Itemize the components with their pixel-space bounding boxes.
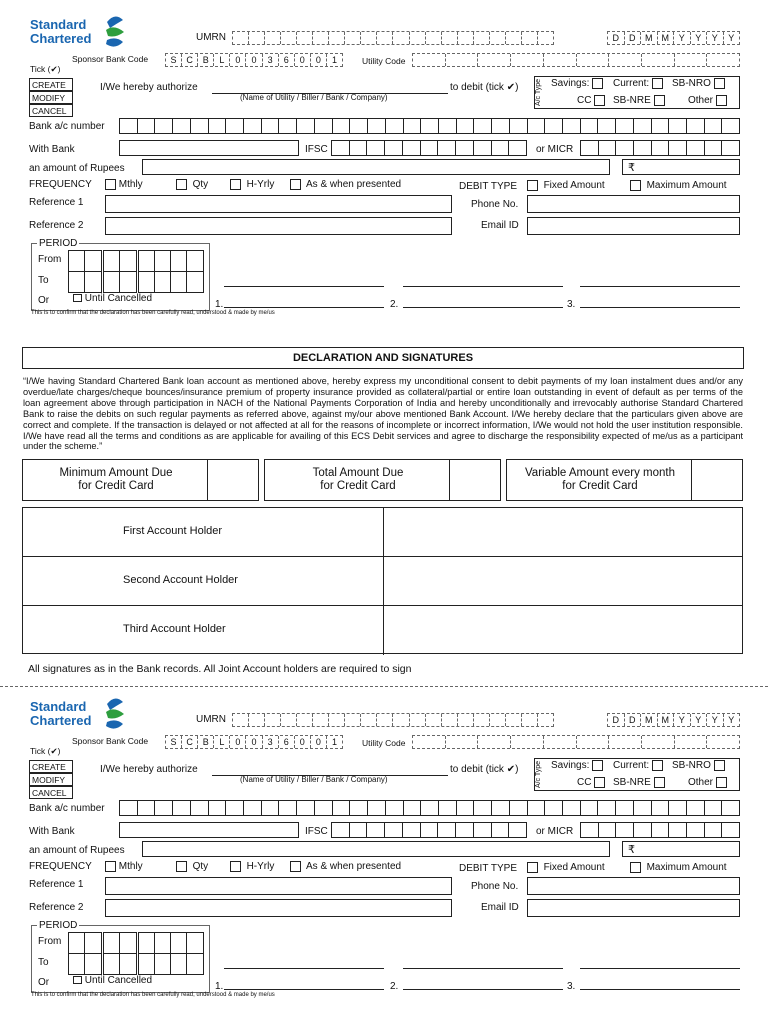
sbnro-label: SB-NRO [672,760,711,772]
ac-type-label: A/c Type [535,78,543,107]
signature-note: All signatures as in the Bank records. All Joint Account holders are required to sign [28,663,412,675]
freq-quarterly-checkbox[interactable] [176,179,187,190]
to-label: To [38,275,49,286]
period-box [31,238,210,311]
cc-option[interactable] [577,95,605,106]
mandate-form-bottom [0,682,768,1004]
logo-line2: Chartered [30,31,92,46]
frequency-label: FREQUENCY [29,179,92,190]
debit-fixed[interactable] [527,862,605,873]
signature-line-3[interactable] [580,989,740,990]
signature-line-1[interactable] [224,307,384,308]
micr-label: or MICR [536,144,574,155]
current-label: Current: [613,78,650,90]
name-line-1[interactable] [224,968,384,969]
reference2-input[interactable] [105,899,452,917]
from-label: From [38,254,62,265]
sbnre-option[interactable] [613,95,665,106]
freq-as-presented-label: As & when presented [306,861,402,873]
from-year-input[interactable] [138,250,204,272]
reference2-label: Reference 2 [29,220,84,231]
variable-amount-line2: for Credit Card [562,480,638,492]
logo-line1: Standard [30,17,87,32]
debit-fixed[interactable] [527,180,605,191]
date-input[interactable] [607,31,740,45]
umrn-label: UMRN [196,714,226,725]
holder-row [23,557,742,606]
sbnro-option[interactable] [672,78,725,89]
sponsor-char: C [182,736,198,748]
email-input[interactable] [527,899,740,917]
sponsor-bank-code [165,53,343,67]
rupee-symbol: ₹ [628,844,635,856]
signature-label-3: 3. [567,981,576,992]
other-checkbox[interactable] [716,777,727,788]
utility-code-input[interactable] [412,53,740,67]
umrn-input[interactable] [232,31,554,45]
other-label: Other [688,95,714,107]
sponsor-char: S [166,54,182,66]
date-char: Y [691,32,708,44]
logo-line1: Standard [30,699,87,714]
sponsor-char: 6 [279,736,295,748]
debit-maximum-checkbox[interactable] [630,862,641,873]
reference2-input[interactable] [105,217,452,235]
sponsor-char: 3 [263,54,279,66]
cc-option[interactable] [577,777,605,788]
variable-amount-line1: Variable Amount every month [524,467,675,479]
tick-label: Tick (✔) [30,746,61,756]
signature-label-2: 2. [390,299,399,310]
tick-label: Tick (✔) [30,64,61,74]
bank-ac-label: Bank a/c number [29,803,105,814]
other-checkbox[interactable] [716,95,727,106]
current-checkbox[interactable] [652,760,663,771]
amount-figures-input[interactable] [622,841,740,857]
cc-label: CC [577,777,592,789]
current-option[interactable] [613,78,663,89]
micr-input[interactable] [580,140,740,156]
cc-checkbox[interactable] [594,95,605,106]
savings-option[interactable] [551,78,603,89]
with-bank-label: With Bank [29,826,75,837]
to-debit-label: to debit (tick ✔) [450,82,519,93]
or-label: Or [38,977,50,988]
min-amount-card[interactable] [22,459,259,501]
savings-label: Savings: [551,78,590,90]
debit-maximum-label: Maximum Amount [646,862,727,874]
ifsc-input[interactable] [331,822,527,838]
sponsor-char: 0 [246,54,262,66]
bank-name-input[interactable] [119,140,299,156]
phone-input[interactable] [527,877,740,895]
debit-fixed-checkbox[interactable] [527,180,538,191]
utility-code-label: Utility Code [362,738,406,748]
debit-type-label: DEBIT TYPE [459,863,517,874]
savings-checkbox[interactable] [592,78,603,89]
authorize-label: I/We hereby authorize [100,764,198,775]
ac-type-label: A/c Type [535,760,543,789]
name-line-3[interactable] [580,286,740,287]
holder-row [23,606,742,655]
sbnro-checkbox[interactable] [714,760,725,771]
email-input[interactable] [527,217,740,235]
debit-fixed-checkbox[interactable] [527,862,538,873]
reference1-input[interactable] [105,877,452,895]
amount-label: an amount of Rupees [29,845,125,856]
date-char: Y [707,714,724,726]
freq-monthly-label: Mthly [118,179,143,191]
freq-as-presented-checkbox[interactable] [290,179,301,190]
until-cancelled-checkbox[interactable] [73,976,82,984]
cancel-option[interactable]: CANCEL [29,104,73,117]
min-amount-checkbox[interactable] [207,460,258,500]
confirm-note: This is to confirm that the declaration has been carefully read, understood & made by me/us [31,992,275,998]
ifsc-input[interactable] [331,140,527,156]
umrn-input[interactable] [232,713,554,727]
freq-monthly-label: Mthly [118,861,143,873]
total-amount-line2: for Credit Card [320,480,396,492]
debit-maximum-label: Maximum Amount [646,180,727,192]
debit-maximum-checkbox[interactable] [630,180,641,191]
phone-input[interactable] [527,195,740,213]
amount-figures-input[interactable] [622,159,740,175]
bank-ac-label: Bank a/c number [29,121,105,132]
cc-checkbox[interactable] [594,777,605,788]
to-date-input[interactable] [68,271,102,293]
create-option[interactable]: CREATE [29,78,73,91]
from-month-input[interactable] [103,932,137,954]
min-amount-line2: for Credit Card [78,480,154,492]
second-holder-label: Second Account Holder [123,574,238,586]
bank-logo [30,700,91,728]
period-label: PERIOD [39,238,78,249]
logo-line2: Chartered [30,713,92,728]
other-option[interactable] [688,777,727,788]
sponsor-char: 0 [246,736,262,748]
sponsor-char: C [182,54,198,66]
sponsor-bank-code-label: Sponsor Bank Code [72,54,149,64]
amount-words-input[interactable] [142,159,610,175]
freq-quarterly-label: Qty [192,861,209,873]
freq-half-yearly[interactable] [230,861,274,872]
signature-line-2[interactable] [403,307,563,308]
utility-code-label: Utility Code [362,56,406,66]
date-char: Y [674,32,691,44]
total-amount-line1: Total Amount Due [312,467,404,479]
debit-maximum[interactable] [630,862,727,873]
savings-label: Savings: [551,760,590,772]
bank-ac-input[interactable] [119,800,740,816]
cc-label: CC [577,95,592,107]
sbnre-checkbox[interactable] [654,95,665,106]
bank-logo [30,18,91,46]
first-holder-signature[interactable] [383,508,742,556]
to-month-input[interactable] [103,953,137,975]
confirm-note: This is to confirm that the declaration has been carefully read, understood & made by me/us [31,310,275,316]
to-month-input[interactable] [103,271,137,293]
freq-as-presented-label: As & when presented [306,179,402,191]
debit-maximum[interactable] [630,180,727,191]
freq-as-presented-checkbox[interactable] [290,861,301,872]
utility-name-hint: (Name of Utility / Biller / Bank / Company) [240,775,388,784]
name-line-1[interactable] [224,286,384,287]
sponsor-char: B [198,736,214,748]
declaration-title: DECLARATION AND SIGNATURES [22,347,744,369]
total-amount-card[interactable] [264,459,501,501]
debit-fixed-label: Fixed Amount [543,180,605,192]
freq-quarterly-label: Qty [192,179,209,191]
sponsor-bank-code [165,735,343,749]
date-char: D [625,714,642,726]
logo-icon [102,696,128,730]
modify-option[interactable]: MODIFY [29,773,73,786]
date-char: M [658,714,675,726]
sponsor-char: S [166,736,182,748]
or-label: Or [38,295,50,306]
third-holder-signature[interactable] [383,606,742,655]
signature-label-1: 1. [215,299,224,310]
sbnro-label: SB-NRO [672,78,711,90]
date-input[interactable] [607,713,740,727]
holder-row [23,508,742,557]
to-debit-label: to debit (tick ✔) [450,764,519,775]
date-char: D [608,32,625,44]
sponsor-char: 0 [230,54,246,66]
umrn-label: UMRN [196,32,226,43]
freq-as-presented[interactable] [290,861,401,872]
freq-quarterly[interactable] [176,861,208,872]
total-amount-checkbox[interactable] [449,460,500,500]
current-option[interactable] [613,760,663,771]
period-label: PERIOD [39,920,78,931]
other-label: Other [688,777,714,789]
freq-as-presented[interactable] [290,179,401,190]
date-char: M [658,32,675,44]
variable-amount-card[interactable] [506,459,743,501]
sbnro-option[interactable] [672,760,725,771]
until-cancelled-label: Until Cancelled [84,293,153,304]
micr-label: or MICR [536,826,574,837]
name-line-3[interactable] [580,968,740,969]
sponsor-char: 0 [295,54,311,66]
sponsor-char: 0 [311,54,327,66]
current-checkbox[interactable] [652,78,663,89]
reference1-label: Reference 1 [29,197,84,208]
reference2-label: Reference 2 [29,902,84,913]
amount-label: an amount of Rupees [29,163,125,174]
freq-monthly[interactable] [105,861,143,872]
utility-code-input[interactable] [412,735,740,749]
reference1-input[interactable] [105,195,452,213]
mandate-form-top [0,0,768,322]
sponsor-char: 0 [295,736,311,748]
from-date-input[interactable] [68,250,102,272]
sponsor-char: B [198,54,214,66]
date-char: Y [674,714,691,726]
with-bank-label: With Bank [29,144,75,155]
frequency-label: FREQUENCY [29,861,92,872]
date-char: D [625,32,642,44]
until-cancelled-option[interactable] [73,975,152,986]
micr-input[interactable] [580,822,740,838]
sbnro-checkbox[interactable] [714,78,725,89]
second-holder-signature[interactable] [383,557,742,605]
until-cancelled-label: Until Cancelled [84,975,153,986]
freq-monthly[interactable] [105,179,143,190]
email-label: Email ID [481,902,519,913]
third-holder-label: Third Account Holder [123,623,226,635]
ifsc-label: IFSC [305,826,328,837]
sponsor-char: L [214,736,230,748]
date-char: M [641,714,658,726]
create-option[interactable]: CREATE [29,760,73,773]
bank-name-input[interactable] [119,822,299,838]
ifsc-label: IFSC [305,144,328,155]
debit-fixed-label: Fixed Amount [543,862,605,874]
authorize-label: I/We hereby authorize [100,82,198,93]
date-char: Y [691,714,708,726]
sponsor-char: 1 [331,737,337,747]
sponsor-char: 6 [279,54,295,66]
date-char: Y [707,32,724,44]
name-line-2[interactable] [403,286,563,287]
from-month-input[interactable] [103,250,137,272]
freq-half-yearly[interactable] [230,179,274,190]
sbnre-label: SB-NRE [613,777,651,789]
freq-quarterly-checkbox[interactable] [176,861,187,872]
until-cancelled-checkbox[interactable] [73,294,82,302]
name-line-2[interactable] [403,968,563,969]
freq-half-yearly-label: H-Yrly [246,179,275,191]
bank-ac-input[interactable] [119,118,740,134]
freq-half-yearly-label: H-Yrly [246,861,275,873]
date-char: D [608,714,625,726]
date-char: Y [728,33,735,43]
from-date-input[interactable] [68,932,102,954]
freq-quarterly[interactable] [176,179,208,190]
other-option[interactable] [688,95,727,106]
savings-checkbox[interactable] [592,760,603,771]
current-label: Current: [613,760,650,772]
sponsor-char: 0 [311,736,327,748]
variable-amount-checkbox[interactable] [691,460,742,500]
freq-half-yearly-checkbox[interactable] [230,179,241,190]
period-box [31,920,210,993]
sbnre-option[interactable] [613,777,665,788]
date-char: Y [728,715,735,725]
signature-line-1[interactable] [224,989,384,990]
cancel-option[interactable]: CANCEL [29,786,73,799]
from-year-input[interactable] [138,932,204,954]
sponsor-char: 1 [331,55,337,65]
phone-label: Phone No. [471,881,519,892]
utility-name-hint: (Name of Utility / Biller / Bank / Company) [240,93,388,102]
rupee-symbol: ₹ [628,162,635,174]
freq-monthly-checkbox[interactable] [105,861,116,872]
sponsor-char: L [214,54,230,66]
declaration-text: “I/We having Standard Chartered Bank loan account as mentioned above, hereby express my unconditional consent to debit payments of my loan instalment dues and/or any overdue/late charges/cheque bounces/insurance premium of property insurance provided as collateral/partial or entire loan outstanding in event of default as per terms of the loan agreement above through participation in NACH of the National Payments Corporation of India and hereby unconditionally and irrevocably authorise Standard Chartered Bank to raise the debits on such regular payments as referred above, against my/our above mentioned Bank Account. I/We hereby declare that the particulars given above are correct and complete. If the transaction is delayed or not affected at all for the reasons of incomplete or incorrect information, I/We would not hold the user institution responsible. I/We have read all the terms and conditions as are applicable for availing of this ECS Debit services and agree to discharge the responsibility expected of me/us as a participant under the scheme.” [23,376,743,452]
email-label: Email ID [481,220,519,231]
modify-option[interactable]: MODIFY [29,91,73,104]
first-holder-label: First Account Holder [123,525,223,537]
from-label: From [38,936,62,947]
phone-label: Phone No. [471,199,519,210]
signature-label-3: 3. [567,299,576,310]
to-date-input[interactable] [68,953,102,975]
until-cancelled-option[interactable] [73,293,152,304]
amount-words-input[interactable] [142,841,610,857]
to-year-input[interactable] [138,953,204,975]
reference1-label: Reference 1 [29,879,84,890]
to-label: To [38,957,49,968]
to-year-input[interactable] [138,271,204,293]
sbnre-label: SB-NRE [613,95,651,107]
sponsor-bank-code-label: Sponsor Bank Code [72,736,149,746]
sponsor-char: 0 [230,736,246,748]
logo-icon [102,14,128,48]
min-amount-line1: Minimum Amount Due [59,467,173,479]
signature-label-2: 2. [390,981,399,992]
savings-option[interactable] [551,760,603,771]
signature-line-2[interactable] [403,989,563,990]
account-holders-table [22,507,743,654]
signature-line-3[interactable] [580,307,740,308]
sponsor-char: 3 [263,736,279,748]
sbnre-checkbox[interactable] [654,777,665,788]
freq-half-yearly-checkbox[interactable] [230,861,241,872]
freq-monthly-checkbox[interactable] [105,179,116,190]
signature-label-1: 1. [215,981,224,992]
date-char: M [641,32,658,44]
debit-type-label: DEBIT TYPE [459,181,517,192]
